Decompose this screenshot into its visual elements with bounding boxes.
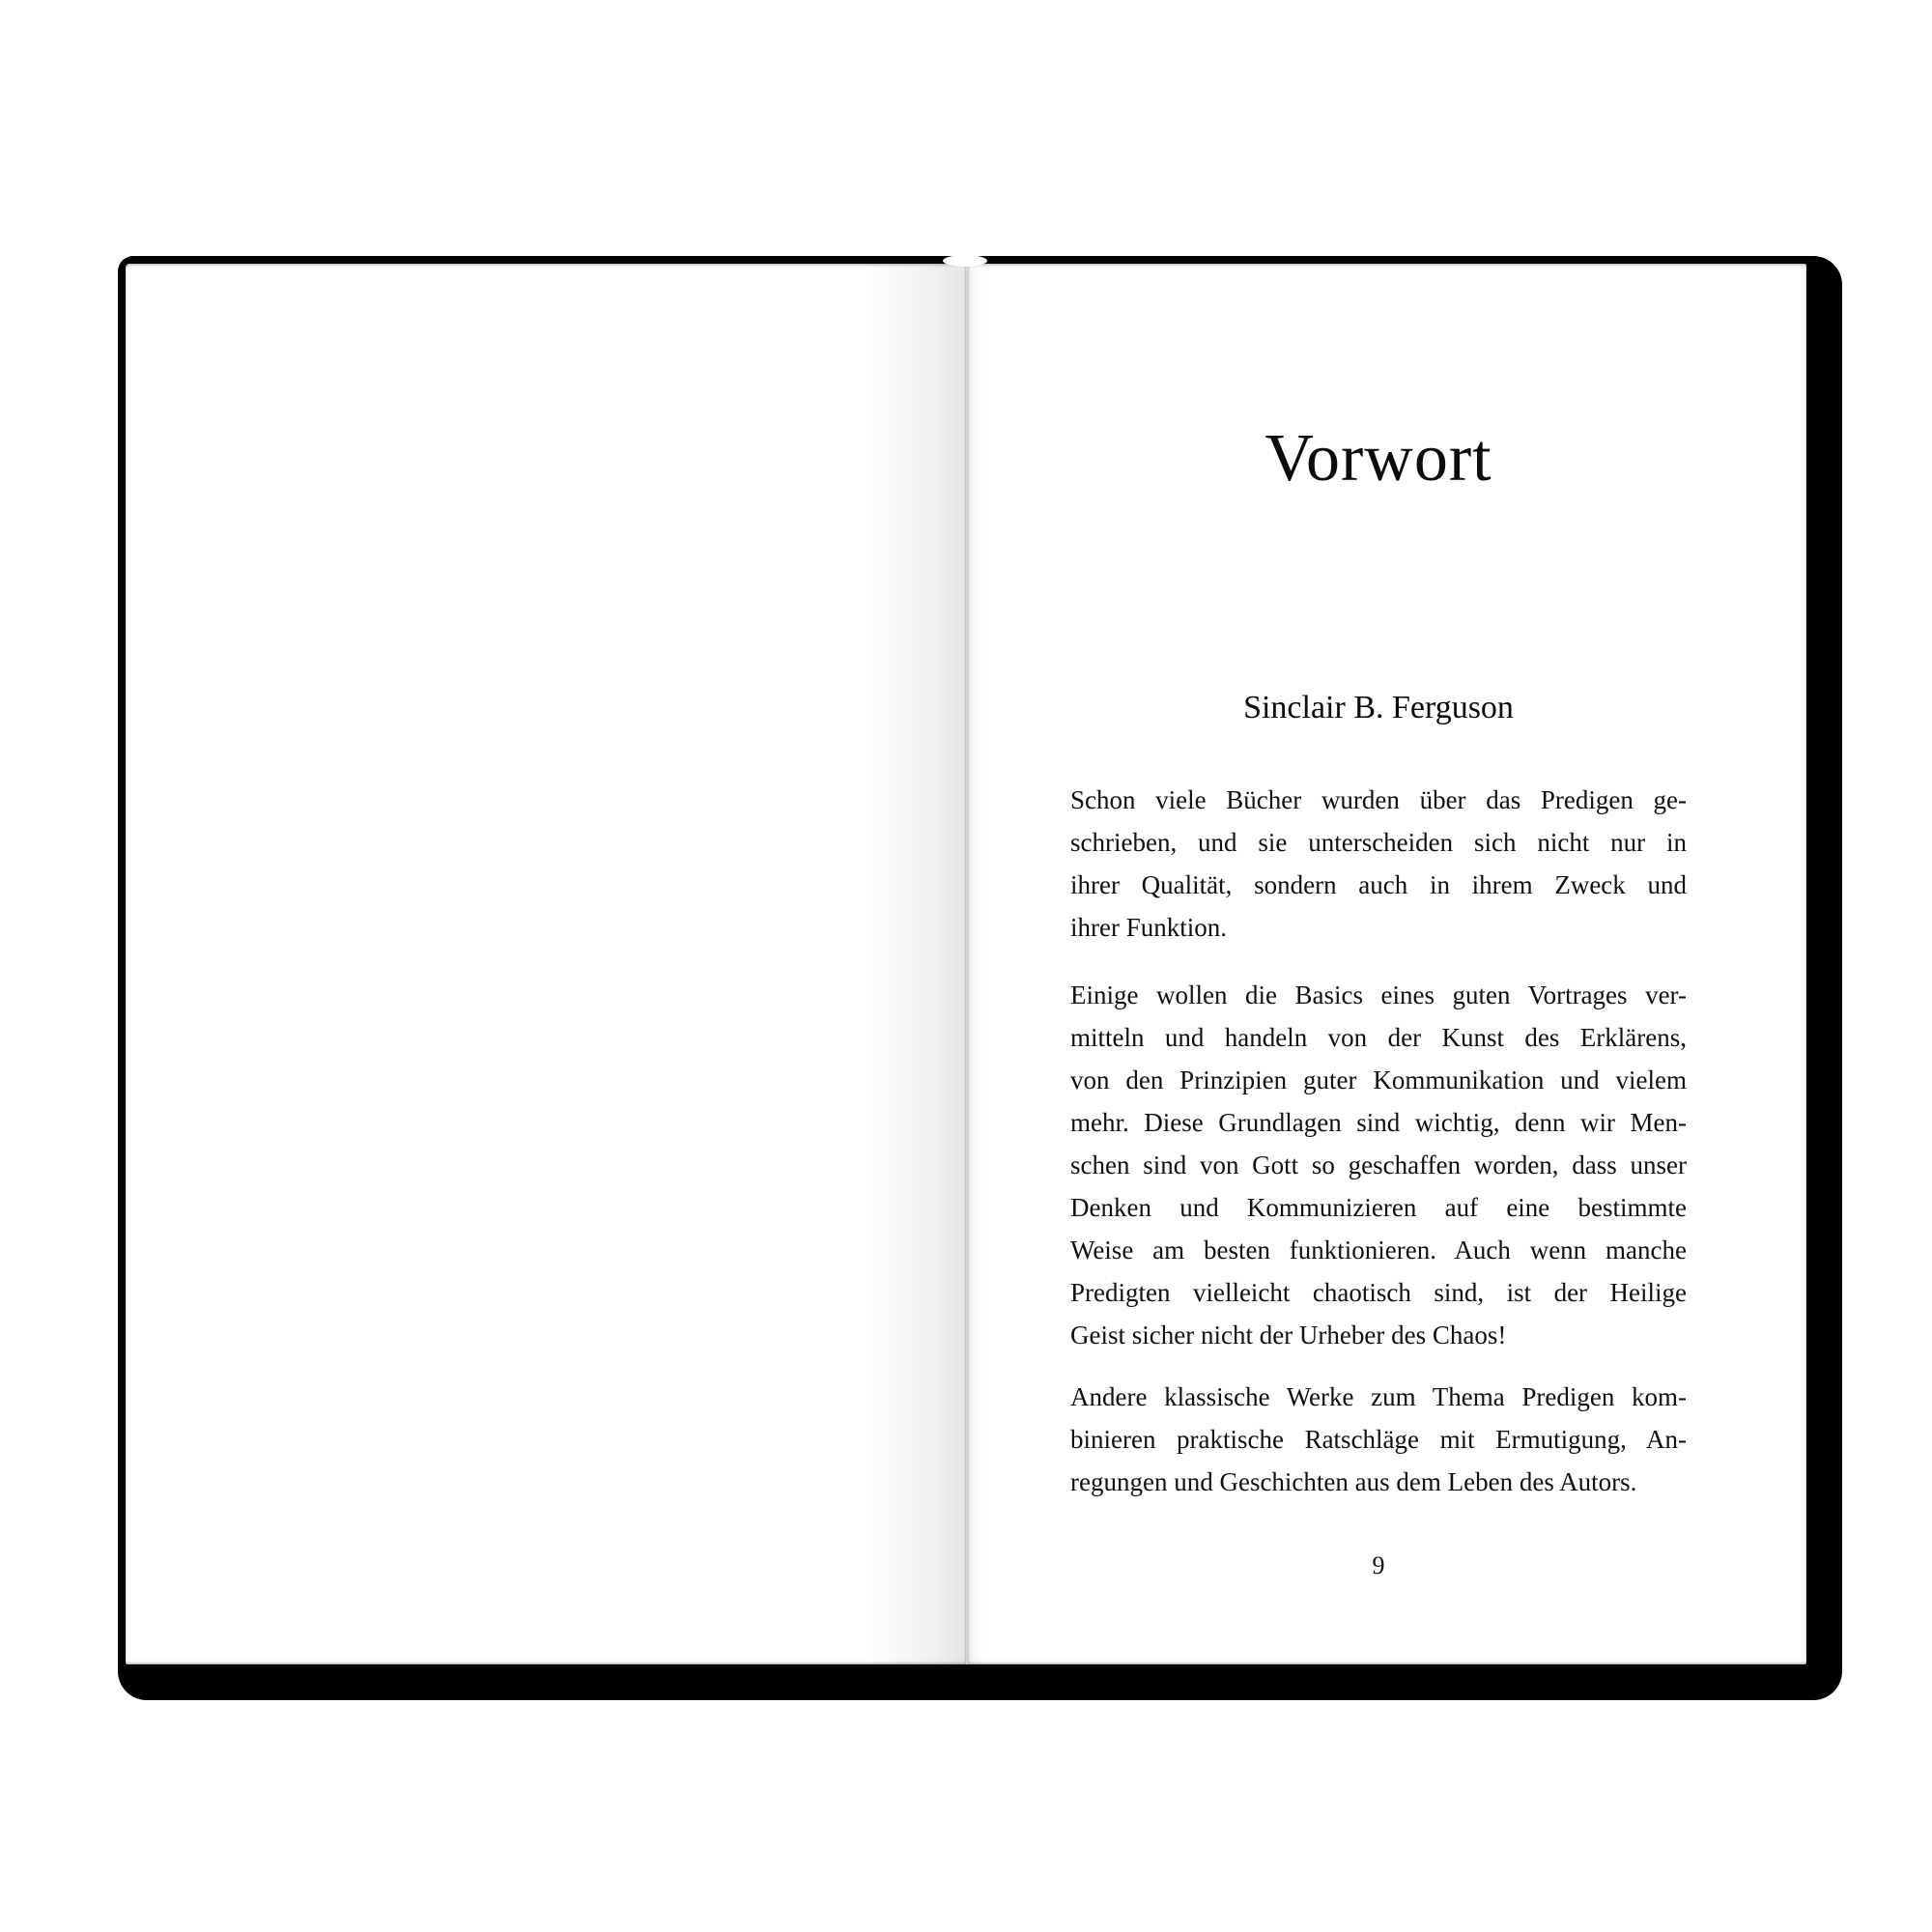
text-line: ihrer Qualität, sondern auch in ihrem Zweck und	[1070, 870, 1687, 899]
text-line: Schon viele Bücher wurden über das Predigen ge-	[1070, 785, 1687, 814]
text-line: mitteln und handeln von der Kunst des Erklärens,	[1070, 1023, 1687, 1052]
text-line: von den Prinzipien guter Kommunikation und vielem	[1070, 1065, 1687, 1094]
paragraph-1	[1070, 779, 1687, 949]
text-line: Predigten vielleicht chaotisch sind, ist der Heilige	[1070, 1278, 1687, 1307]
book-cover	[118, 256, 1842, 1700]
spine-top-notch	[943, 255, 987, 267]
text-line: schrieben, und sie unterscheiden sich nicht nur in	[1070, 828, 1687, 857]
text-line: ihrer Funktion.	[1070, 913, 1227, 942]
text-line: schen sind von Gott so geschaffen worden, dass unser	[1070, 1151, 1687, 1179]
text-line: Einige wollen die Basics eines guten Vortrages ver-	[1070, 980, 1687, 1009]
left-page-blank	[126, 264, 966, 1664]
text-line: binieren praktische Ratschläge mit Ermutigung, An-	[1070, 1425, 1687, 1454]
text-line: Geist sicher nicht der Urheber des Chaos!	[1070, 1321, 1507, 1350]
text-line: Denken und Kommunizieren auf eine bestimmte	[1070, 1193, 1687, 1222]
text-line: regungen und Geschichten aus dem Leben des Autors.	[1070, 1467, 1637, 1496]
text-line: Weise am besten funktionieren. Auch wenn manche	[1070, 1236, 1687, 1264]
page-number: 9	[1372, 1551, 1385, 1579]
paragraph-3	[1070, 1376, 1687, 1503]
text-line: Andere klassische Werke zum Thema Predigen kom-	[1070, 1382, 1687, 1411]
text-line: mehr. Diese Grundlagen sind wichtig, denn wir Men-	[1070, 1108, 1687, 1137]
paragraph-2	[1070, 974, 1687, 1356]
page-spread	[126, 264, 1806, 1664]
right-page	[968, 264, 1806, 1664]
page-title: Vorwort	[1264, 421, 1492, 496]
author-name: Sinclair B. Ferguson	[1243, 690, 1514, 725]
